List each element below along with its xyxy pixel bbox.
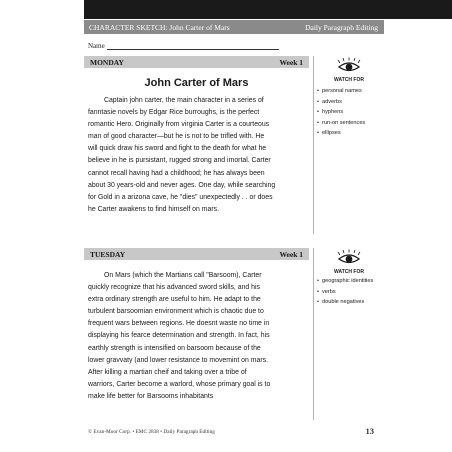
monday-week-label: Week 1 [279, 58, 303, 67]
paragraph-line: After killing a martian cheif and taking over a tribe of [88, 368, 247, 376]
paragraph-line: fanntasie novels by Edgar Rice burroughs, is the perfect [88, 109, 260, 117]
top-black-bar [84, 0, 452, 19]
tuesday-tips-list [317, 278, 385, 307]
tuesday-section [84, 248, 384, 424]
paragraph-line: frequent wars between regions. He doesnt waste no time in [88, 320, 270, 328]
paragraph-line: turbulent barsoomian environment which is chaotic due to [88, 308, 264, 316]
paragraph-line: cannot recall having had a childhood; he has always been [88, 169, 265, 177]
paragraph-line: displaying his fearce determination and strength. In fact, his [88, 332, 270, 340]
watch-for-label: WATCH FOR [334, 269, 364, 275]
paragraph-line: lower gravvaty (and lower resistance to movemint on mars. [88, 356, 268, 364]
paragraph-line: romantic Hero. Originally from virginia Carter is a courteous [88, 121, 270, 129]
eye-icon [319, 249, 379, 277]
monday-paragraph [88, 95, 306, 216]
tuesday-bar [84, 248, 309, 260]
paragraph-line: he Carter awakens to find himself on mars. [88, 205, 219, 213]
header-book-title: Daily Paragraph Editing [305, 23, 378, 32]
page-header [84, 20, 384, 34]
tip-item: • ellipses [317, 128, 385, 139]
tuesday-day-label: TUESDAY [90, 250, 126, 259]
paragraph-line: quickly recognize that his advanced sword skills, and his [88, 284, 260, 292]
tuesday-divider [313, 248, 314, 420]
paragraph-line: Captain john carter, the main character in a series of [104, 97, 264, 104]
paragraph-line: make life better for Barsooms inhabitants [88, 392, 214, 400]
eye-icon [319, 57, 379, 85]
paragraph-line: warriors, Carter become a warlord, whose primary goal is to [88, 380, 271, 388]
watch-for-label: WATCH FOR [334, 77, 364, 83]
tip-item: • hyphens [317, 107, 385, 118]
paragraph-line: believe in he is pursistant, rugged strong and imortal. Carter [88, 157, 271, 165]
paragraph-line: about 30 years-old and never ages. One day, while searching [88, 181, 276, 189]
monday-watch-for-badge [319, 57, 379, 83]
page-number: 13 [365, 426, 374, 436]
tip-item: • double negatives [317, 299, 385, 307]
tip-item: • verbs [317, 289, 385, 297]
paragraph-line: man of good character—but he is not to be trifled with. He [88, 133, 265, 141]
story-title: John Carter of Mars [144, 77, 249, 89]
page-footer [84, 428, 384, 438]
name-line [107, 49, 279, 50]
tip-item: • personal names [317, 86, 385, 97]
header-title: CHARACTER SKETCH: John Carter of Mars [89, 23, 230, 32]
paragraph-line: On Mars (which the Martians call "Barsoom), Carter [104, 272, 262, 279]
monday-tips-list [317, 86, 385, 139]
tip-item: • geographic identities [317, 278, 385, 286]
tuesday-paragraph [88, 270, 306, 403]
tip-item: • run-on sentences [317, 118, 385, 129]
monday-bar [84, 56, 309, 68]
tuesday-week-label: Week 1 [279, 250, 303, 259]
paragraph-line: will quick draw his sword and fight to the death for what he [88, 145, 267, 153]
paragraph-line: earthly strength is intensified on barsoom because of the [88, 344, 261, 352]
paragraph-line: for Gold in a arizona cave, he "dies" unexpectedly . . or does [88, 193, 273, 201]
name-label: Name [88, 42, 105, 50]
monday-section [84, 56, 384, 234]
paragraph-line: extra ordinary strength are useful to him. He adapt to the [88, 296, 261, 304]
name-field [88, 42, 288, 52]
tuesday-watch-for-badge [319, 249, 379, 275]
tip-item: • adverbs [317, 97, 385, 108]
copyright-text: © Evan-Moor Corp. • EMC 2838 • Daily Paragraph Editing [88, 429, 215, 435]
monday-divider [313, 56, 314, 234]
monday-day-label: MONDAY [90, 58, 124, 67]
